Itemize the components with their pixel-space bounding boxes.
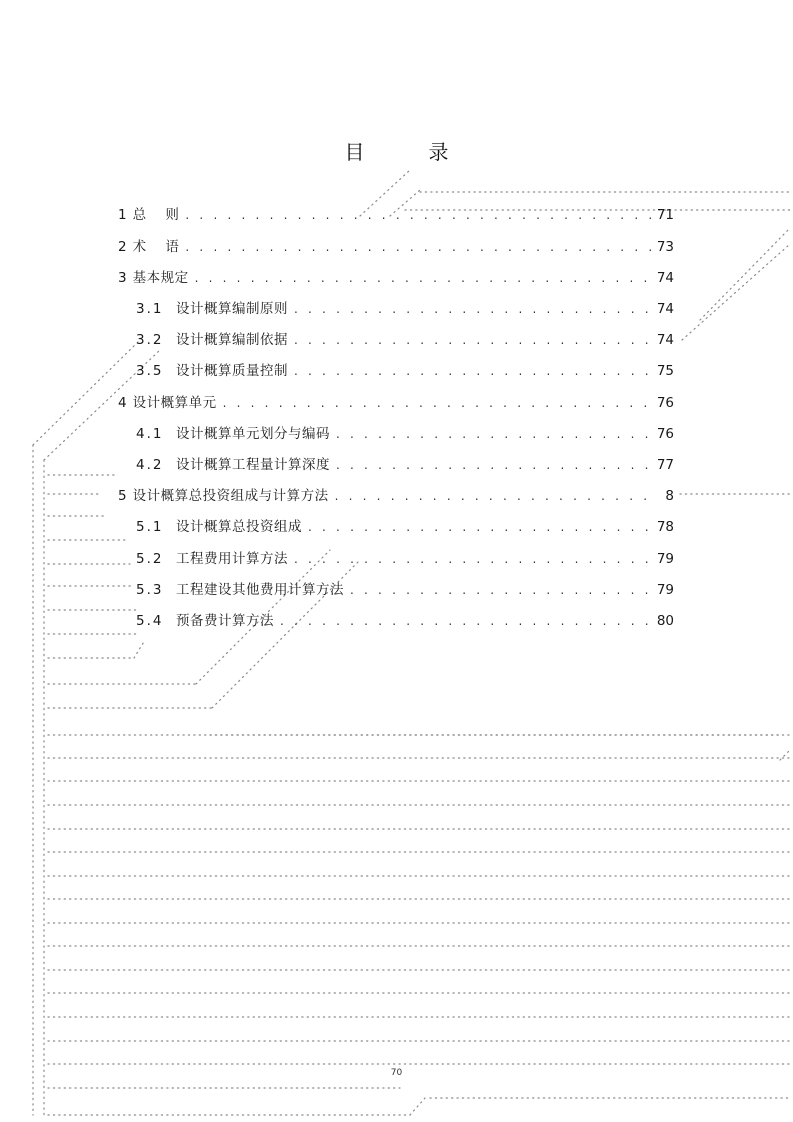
toc-dot-leader	[185, 205, 650, 225]
toc-entry-title: 设计概算总投资组成与计算方法	[132, 488, 329, 504]
toc-subentry[interactable]	[136, 611, 674, 631]
toc-subentry[interactable]	[136, 330, 674, 350]
toc-entry-title: 设计概算编制原则	[176, 301, 288, 317]
toc-entry-page: 79	[656, 582, 674, 598]
toc-entry-number: 1	[118, 207, 127, 223]
toc-dot-leader	[185, 237, 650, 257]
toc-entry-number: 5.2	[136, 551, 164, 567]
toc-entry-number: 3.5	[136, 363, 164, 379]
toc-subentry[interactable]	[136, 517, 674, 537]
toc-entry-page: 71	[656, 207, 674, 223]
toc-dot-leader	[294, 361, 651, 381]
toc-entry-number: 3	[118, 270, 127, 286]
toc-title: 目 录	[344, 140, 471, 164]
toc-entry-title: 设计概算编制依据	[176, 332, 288, 348]
page-number: 70	[390, 1068, 403, 1078]
toc-entry-page: 76	[656, 426, 674, 442]
toc-entry[interactable]	[118, 486, 674, 506]
toc-entry[interactable]	[118, 268, 674, 288]
toc-entry-page: 74	[656, 270, 674, 286]
toc-dot-leader	[308, 517, 651, 537]
toc-entry-title: 工程建设其他费用计算方法	[176, 582, 344, 598]
toc-subentry[interactable]	[136, 549, 674, 569]
toc-entry-title: 工程费用计算方法	[176, 551, 288, 567]
toc-dot-leader	[335, 486, 654, 506]
toc-entry-number: 3.1	[136, 301, 164, 317]
toc-entry-page: 73	[656, 239, 674, 255]
toc-entry-title: 术 语	[132, 239, 180, 255]
toc-entry-number: 5	[118, 488, 127, 504]
toc-entry-title: 设计概算工程量计算深度	[176, 457, 330, 473]
toc-entry-number: 3.2	[136, 332, 164, 348]
toc-entry-page: 74	[656, 332, 674, 348]
toc-entry-title: 基本规定	[132, 270, 189, 286]
toc-subentry[interactable]	[136, 455, 674, 475]
toc-entry-page: 77	[656, 457, 674, 473]
toc-entry-number: 5.4	[136, 613, 164, 629]
toc-subentry[interactable]	[136, 580, 674, 600]
toc-entry-page: 8	[665, 488, 674, 504]
toc-entry-title: 设计概算质量控制	[176, 363, 288, 379]
toc-dot-leader	[294, 549, 651, 569]
toc-dot-leader	[294, 330, 651, 350]
toc-entry-page: 76	[656, 395, 674, 411]
toc-entry-title: 设计概算单元划分与编码	[176, 426, 330, 442]
toc-entry-number: 4.1	[136, 426, 164, 442]
toc-dot-leader	[223, 393, 651, 413]
toc-entry-title: 预备费计算方法	[176, 613, 274, 629]
toc-entry-number: 4.2	[136, 457, 164, 473]
toc-entry-number: 4	[118, 395, 127, 411]
toc-entry-page: 79	[656, 551, 674, 567]
toc-entry-page: 75	[656, 363, 674, 379]
toc-entry-title: 总 则	[132, 207, 180, 223]
toc-dot-leader	[336, 424, 651, 444]
toc-subentry[interactable]	[136, 424, 674, 444]
toc-entry-number: 5.1	[136, 519, 164, 535]
toc-entry-page: 78	[656, 519, 674, 535]
toc-dot-leader	[294, 299, 651, 319]
toc-entry-number: 5.3	[136, 582, 164, 598]
toc-entry[interactable]	[118, 205, 674, 225]
toc-entry-page: 74	[656, 301, 674, 317]
toc-dot-leader	[336, 455, 651, 475]
toc-entry[interactable]	[118, 393, 674, 413]
toc-entry[interactable]	[118, 237, 674, 257]
toc-entry-title: 设计概算单元	[132, 395, 217, 411]
toc-dot-leader	[280, 611, 651, 631]
toc-dot-leader	[195, 268, 651, 288]
toc-dot-leader	[350, 580, 651, 600]
toc-entry-title: 设计概算总投资组成	[176, 519, 302, 535]
toc-subentry[interactable]	[136, 299, 674, 319]
toc-subentry[interactable]	[136, 361, 674, 381]
toc-entry-page: 80	[656, 613, 674, 629]
toc-entry-number: 2	[118, 239, 127, 255]
